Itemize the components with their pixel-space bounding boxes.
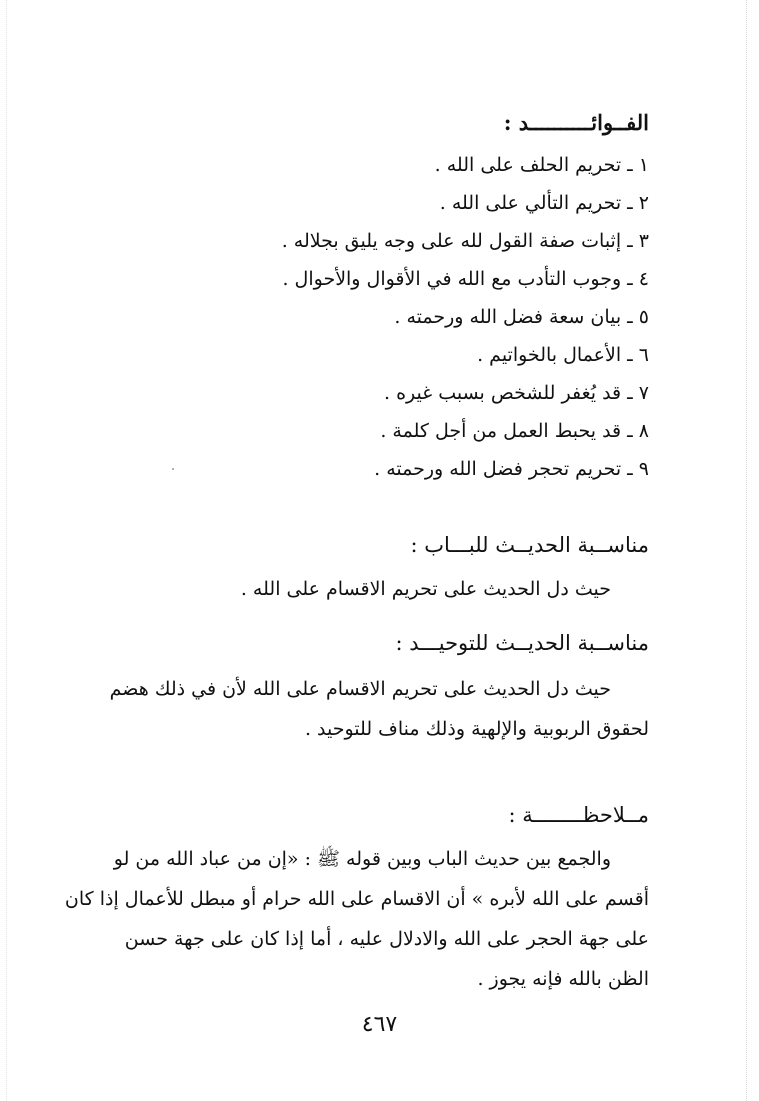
benefit-item: ٩ ـ تحريم تحجر فضل الله ورحمته .	[374, 458, 649, 480]
benefit-item: ٥ ـ بيان سعة فضل الله ورحمته .	[394, 306, 649, 328]
scan-speck	[172, 468, 174, 470]
note-line-2: أقسم على الله لأبره » أن الاقسام على الله حرام أو مبطل للأعمال إذا كان	[64, 888, 649, 910]
tawheed-relevance-heading: مناســبة الحديــث للتوحيـــد :	[395, 631, 649, 655]
note-line-3: على جهة الحجر على الله والادلال عليه ، أما إذا كان على جهة حسن	[124, 928, 649, 950]
benefit-item: ٤ ـ وجوب التأدب مع الله في الأقوال والأحوال .	[282, 268, 649, 290]
page-number: ٤٦٧	[361, 1012, 398, 1037]
benefit-item: ٣ ـ إثبات صفة القول لله على وجه يليق بجلاله .	[281, 230, 649, 252]
benefits-heading: الفــوائــــــــــد :	[503, 110, 649, 135]
tawheed-relevance-line-1: حيث دل الحديث على تحريم الاقسام على الله لأن في ذلك هضم	[109, 678, 611, 700]
page-edge-dots-left	[6, 0, 7, 1101]
benefit-item: ١ ـ تحريم الحلف على الله .	[434, 154, 649, 176]
benefits-list	[282, 146, 649, 488]
chapter-relevance-heading: مناســبة الحديــث للبـــاب :	[410, 533, 649, 557]
tawheed-relevance-line-2: لحقوق الربوبية والإلهية وذلك مناف للتوحيد .	[304, 718, 649, 740]
note-heading: مــلاحظــــــــة :	[508, 803, 649, 827]
chapter-relevance-text: حيث دل الحديث على تحريم الاقسام على الله .	[240, 578, 611, 600]
benefit-item: ٦ ـ الأعمال بالخواتيم .	[477, 344, 649, 366]
note-line-4: الظن بالله فإنه يجوز .	[477, 968, 649, 990]
benefit-item: ٧ ـ قد يُغفر للشخص بسبب غيره .	[383, 382, 649, 404]
benefit-item: ٢ ـ تحريم التألي على الله .	[439, 192, 649, 214]
benefit-item: ٨ ـ قد يحبط العمل من أجل كلمة .	[380, 420, 649, 442]
note-line-1: والجمع بين حديث الباب وبين قوله ﷺ : «إن من عباد الله من لو	[113, 848, 611, 870]
page-edge-dots	[746, 0, 747, 1101]
